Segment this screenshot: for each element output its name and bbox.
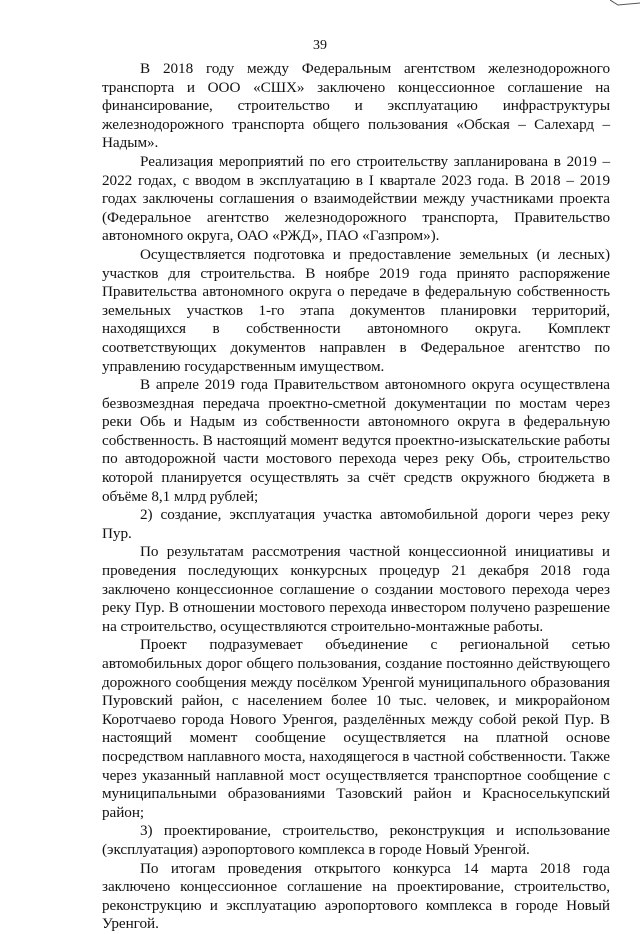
paragraph-airport-concession: По итогам проведения открытого конкурса 14 марта 2018 года заключено концессионное соглашение на проектирование, строительство, реконструкцию и эксплуатацию аэропортового комплекса в городе Новый Уренгой. — [102, 859, 610, 933]
paragraph-bridge-documentation: В апреле 2019 года Правительством автономного округа осуществлена безвозмездная передача проектно-сметной документации по мостам через реки Обь и Надым из собственности автономного округа в федеральную собственность. В настоящий момент ведутся проектно-изыскательские работы по автодорожной части мостового перехода через реку Обь, строительство которой планируется осуществлять за счёт средств окружного бюджета в объёме 8,1 млрд рублей; — [102, 376, 610, 505]
scan-corner-mark — [610, 0, 640, 8]
paragraph-construction-schedule: Реализация мероприятий по его строительству запланирована в 2019 – 2022 годах, с вводом в эксплуатацию в I квартале 2023 года. В 2018 – 2019 годах заключены соглашения о взаимодействии между участниками проекта (Федеральное агентство железнодорожного транспорта, Правительство автономного округа, ОАО «РЖД», ПАО «Газпром»). — [102, 152, 610, 245]
paragraph-item-2: 2) создание, эксплуатация участка автомобильной дороги через реку Пур. — [102, 506, 610, 542]
paragraph-land-allocation: Осуществляется подготовка и предоставление земельных (и лесных) участков для строительства. В ноябре 2019 года принято распоряжение Правительства автономного округа о передаче в федеральную собственность земельных участков 1-го этапа документов планировки территорий, находящихся в собственности автономного округа. Комплект соответствующих документов направлен в Федеральное агентство по управлению государственным имуществом. — [102, 245, 610, 375]
paragraph-railway-concession: В 2018 году между Федеральным агентством железнодорожного транспорта и ООО «СШХ» заключено концессионное соглашение на финансирование, строительство и эксплуатацию инфраструктуры железнодорожного транспорта общего пользования «Обская – Салехард – Надым». — [102, 60, 610, 152]
paragraph-item-3: 3) проектирование, строительство, реконструкция и использование (эксплуатация) аэропортового комплекса в городе Новый Уренгой. — [102, 822, 610, 858]
paragraph-pur-concession: По результатам рассмотрения частной концессионной инициативы и проведения последующих конкурсных процедур 21 декабря 2018 года заключено концессионное соглашение о создании мостового перехода через реку Пур. В отношении мостового перехода инвестором получено разрешение на строительство, осуществляются строительно-монтажные работы. — [102, 543, 610, 635]
document-body — [102, 60, 610, 934]
page-number: 39 — [313, 38, 327, 53]
paragraph-project-description: Проект подразумевает объединение с региональной сетью автомобильных дорог общего пользования, создание постоянно действующего дорожного сообщения между посёлком Уренгой муниципального образования Пуровский район, с населением более 10 тыс. человек, и микрорайоном Коротчаево города Нового Уренгоя, разделённых между собой рекой Пур. В настоящий момент сообщение осуществляется на платной основе посредством наплавного моста, находящегося в частной собственности. Также через указанный наплавной мост осуществляется транспортное сообщение с муниципальными образованиями Тазовский район и Красноселькупский район; — [102, 636, 610, 821]
